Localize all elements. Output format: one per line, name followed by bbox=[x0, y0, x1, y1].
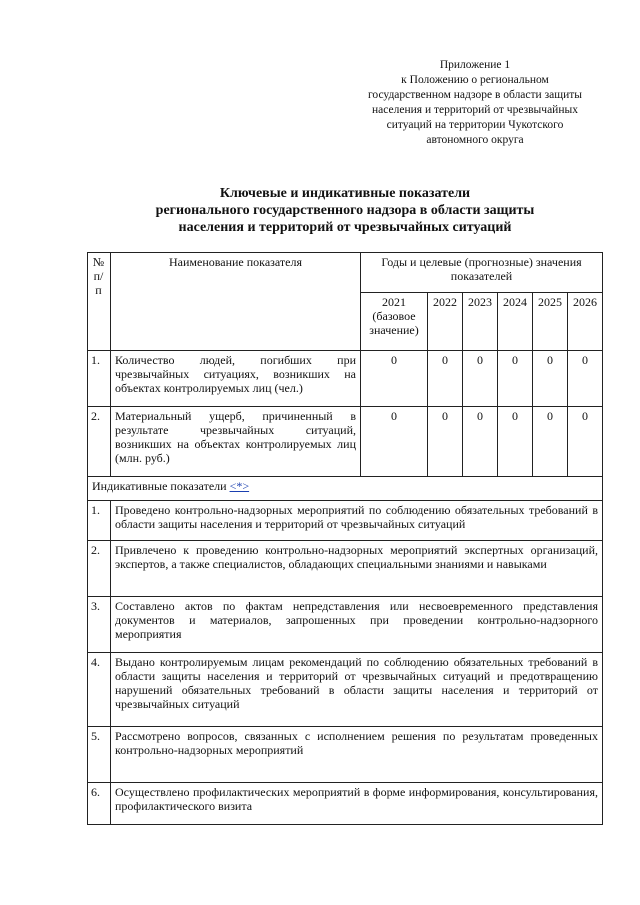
table-row bbox=[88, 597, 603, 653]
row-value: 0 bbox=[533, 351, 568, 407]
row-text: Выдано контролируемым лицам рекомендаций по соблюдению обязательных требований в области защиты населения и территорий от чрезвычайных ситуаций и предотвращению нарушений обязательных требований в области защиты населения и территорий от чрезвычайных ситуаций bbox=[111, 653, 603, 727]
header-year: 2023 bbox=[463, 293, 498, 351]
header-years-group: Годы и целевые (прогнозные) значения показателей bbox=[361, 253, 603, 293]
row-text: Осуществлено профилактических мероприятий в форме информирования, консультирования, профилактического визита bbox=[111, 783, 603, 825]
row-num: 3. bbox=[88, 597, 111, 653]
row-text: Привлечено к проведению контрольно-надзорных мероприятий экспертных организаций, экспертов, а также специалистов, обладающих специальными знаниями и навыками bbox=[111, 541, 603, 597]
row-name: Материальный ущерб, причиненный в результате чрезвычайных ситуаций, возникших на объектах контролируемых лиц (млн. руб.) bbox=[111, 407, 361, 477]
appendix-line: населения и территорий от чрезвычайных bbox=[372, 104, 578, 116]
row-num: 1. bbox=[88, 501, 111, 541]
table-row bbox=[88, 783, 603, 825]
indicative-label: Индикативные показатели bbox=[92, 479, 227, 493]
indicative-section-header bbox=[88, 477, 603, 501]
row-name: Количество людей, погибших при чрезвычайных ситуациях, возникших на объектах контролируемых лиц (чел.) bbox=[111, 351, 361, 407]
table-row bbox=[88, 351, 603, 407]
appendix-line: к Положению о региональном bbox=[401, 74, 549, 86]
table-row bbox=[88, 653, 603, 727]
table-row bbox=[88, 501, 603, 541]
header-year: 2026 bbox=[568, 293, 603, 351]
header-year: 2021 (базовое значение) bbox=[361, 293, 428, 351]
table-row bbox=[88, 541, 603, 597]
row-num: 2. bbox=[88, 407, 111, 477]
title-line: населения и территорий от чрезвычайных ситуаций bbox=[178, 220, 512, 235]
row-value: 0 bbox=[533, 407, 568, 477]
row-num: 2. bbox=[88, 541, 111, 597]
title-line: Ключевые и индикативные показатели bbox=[219, 186, 471, 201]
table-row bbox=[88, 727, 603, 783]
indicators-table bbox=[87, 252, 603, 825]
row-value: 0 bbox=[361, 407, 428, 477]
row-text: Проведено контрольно-надзорных мероприятий по соблюдению обязательных требований в области защиты населения и территорий от чрезвычайных ситуаций bbox=[111, 501, 603, 541]
table-row bbox=[88, 407, 603, 477]
header-year: 2022 bbox=[428, 293, 463, 351]
row-value: 0 bbox=[428, 351, 463, 407]
header-year: 2025 bbox=[533, 293, 568, 351]
appendix-line: ситуаций на территории Чукотского bbox=[386, 119, 564, 131]
appendix-line: государственном надзоре в области защиты bbox=[368, 89, 582, 101]
appendix-line: Приложение 1 bbox=[439, 59, 511, 71]
row-value: 0 bbox=[498, 351, 533, 407]
row-value: 0 bbox=[568, 351, 603, 407]
header-year: 2024 bbox=[498, 293, 533, 351]
row-num: 6. bbox=[88, 783, 111, 825]
row-value: 0 bbox=[463, 407, 498, 477]
appendix-reference bbox=[345, 58, 605, 148]
title-line: регионального государственного надзора в области защиты bbox=[155, 203, 535, 218]
row-value: 0 bbox=[568, 407, 603, 477]
row-num: 4. bbox=[88, 653, 111, 727]
header-name: Наименование показателя bbox=[111, 253, 361, 351]
header-num: № п/п bbox=[88, 253, 111, 351]
appendix-line: автономного округа bbox=[426, 134, 524, 146]
row-text: Составлено актов по фактам непредставления или несвоевременного представления документов и материалов, запрошенных при проведении контрольно-надзорного мероприятия bbox=[111, 597, 603, 653]
row-value: 0 bbox=[463, 351, 498, 407]
row-value: 0 bbox=[361, 351, 428, 407]
row-text: Рассмотрено вопросов, связанных с исполнением решения по результатам проведенных контрольно-надзорных мероприятий bbox=[111, 727, 603, 783]
row-value: 0 bbox=[428, 407, 463, 477]
row-num: 5. bbox=[88, 727, 111, 783]
footnote-link[interactable]: <*> bbox=[229, 479, 250, 493]
row-num: 1. bbox=[88, 351, 111, 407]
row-value: 0 bbox=[498, 407, 533, 477]
document-title bbox=[90, 185, 600, 236]
